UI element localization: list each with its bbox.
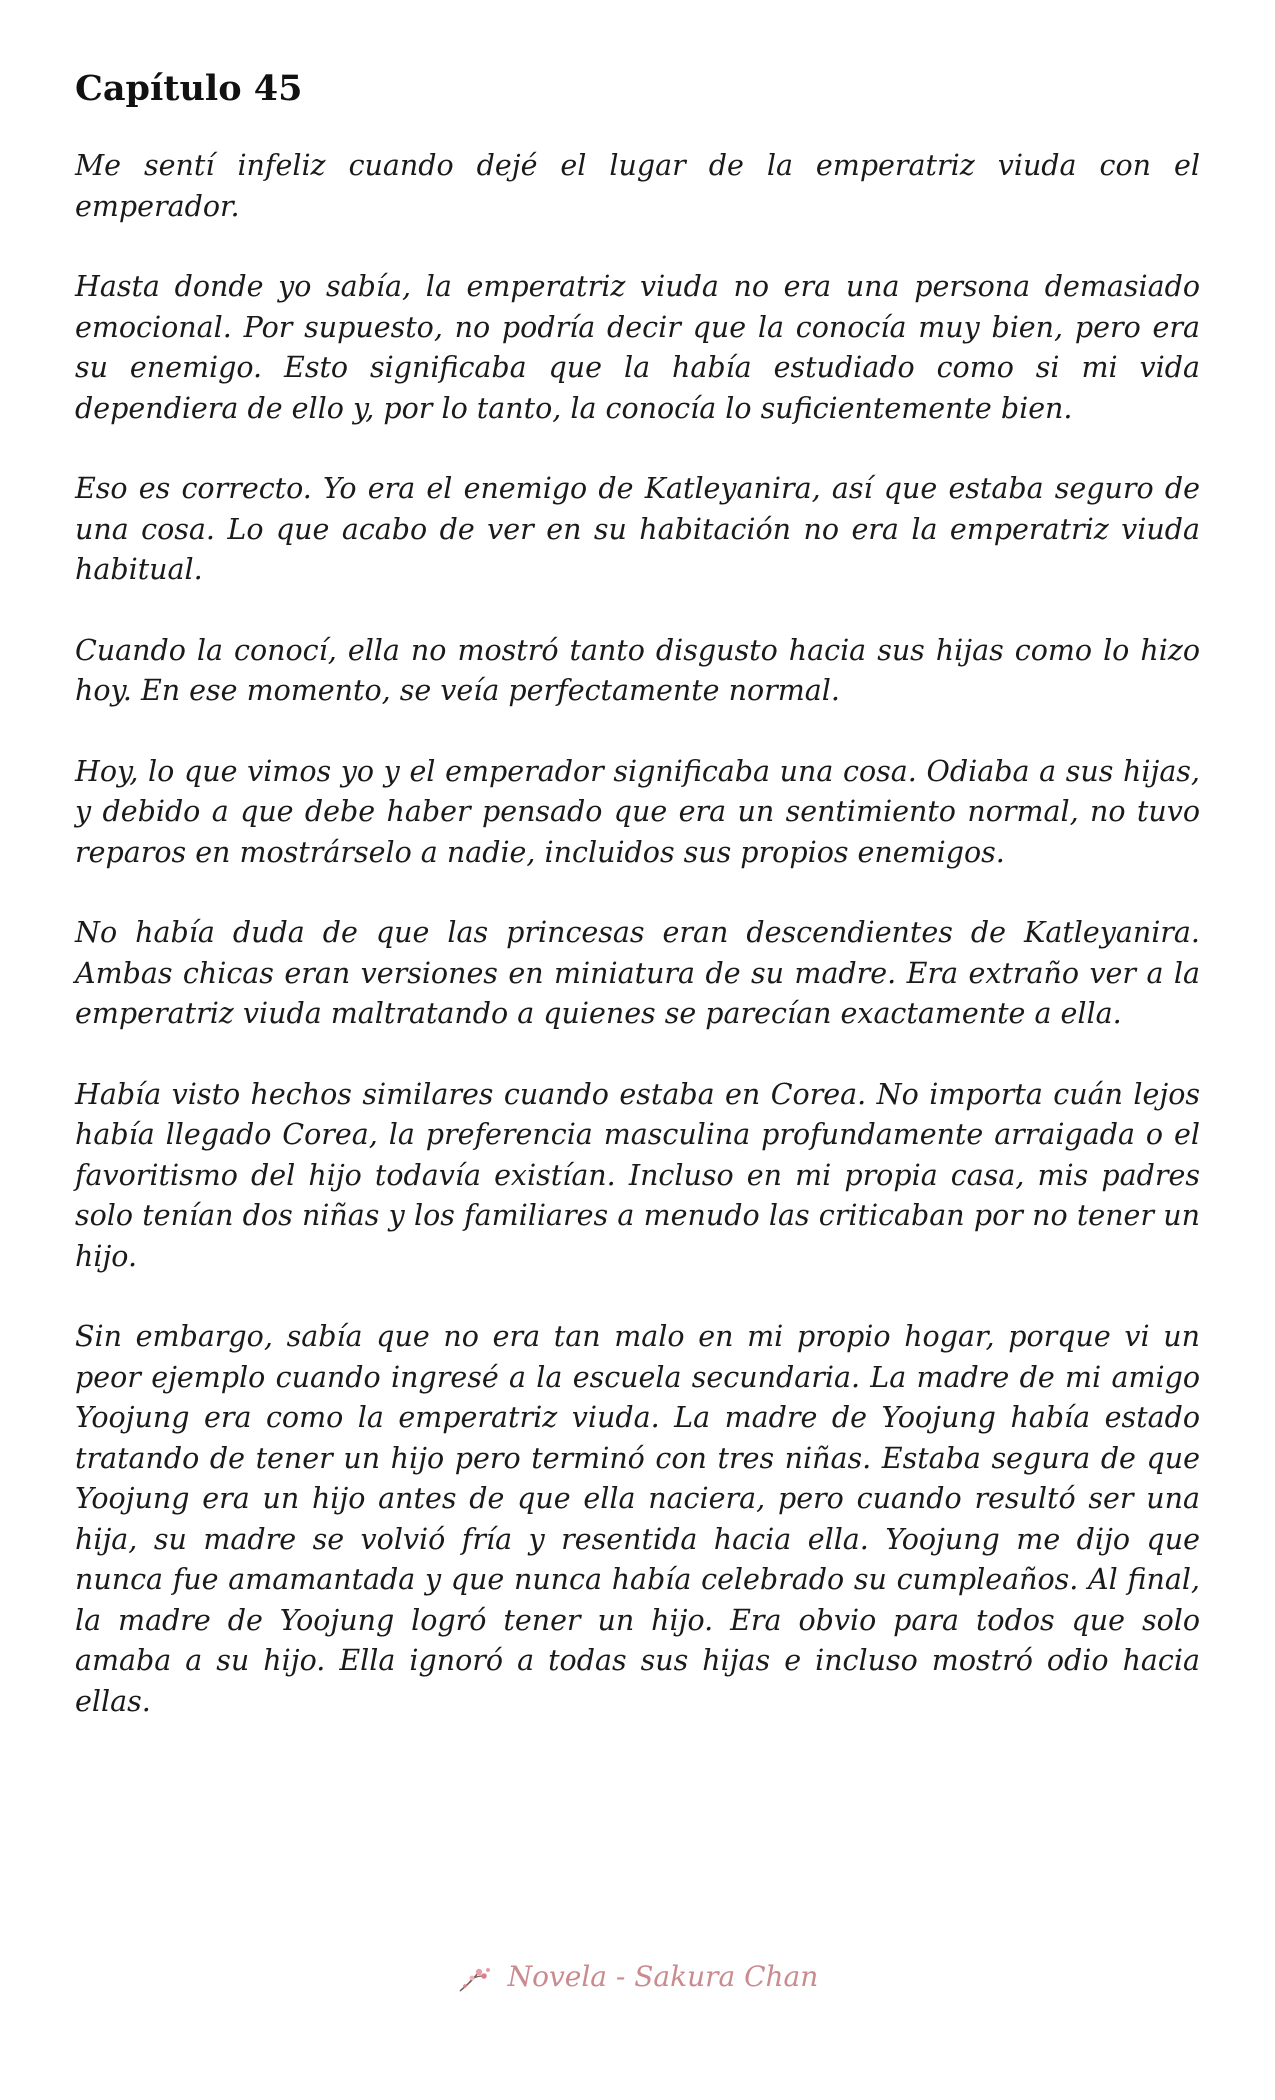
paragraph-6: No había duda de que las princesas eran descendientes de Katleyanira. Ambas chicas eran versiones en miniatura de su madre. Era extraño ver a la emperatriz viuda maltratando a quienes se parecían exactamente a ella.: [75, 916, 1200, 1030]
paragraph-1: Me sentí infeliz cuando dejé el lugar de la emperatriz viuda con el emperador.: [75, 149, 1200, 223]
paragraph-2: Hasta donde yo sabía, la emperatriz viuda no era una persona demasiado emocional. Por supuesto, no podría decir que la conocía muy bien, pero era su enemigo. Esto significaba que la había estudiado como si mi vida dependiera de ello y, por lo tanto, la conocía lo suficientemente bien.: [75, 270, 1200, 425]
watermark: [0, 1960, 1275, 1994]
paragraph-8: Sin embargo, sabía que no era tan malo en mi propio hogar, porque vi un peor ejemplo cuando ingresé a la escuela secundaria. La madre de mi amigo Yoojung era como la emperatriz viuda. La madre de Yoojung había estado tratando de tener un hijo pero terminó con tres niñas. Estaba segura de que Yoojung era un hijo antes de que ella naciera, pero cuando resultó ser una hija, su madre se volvió fría y resentida hacia ella. Yoojung me dijo que nunca fue amamantada y que nunca había celebrado su cumpleaños. Al final, la madre de Yoojung logró tener un hijo. Era obvio para todos que solo amaba a su hijo. Ella ignoró a todas sus hijas e incluso mostró odio hacia ellas.: [75, 1320, 1200, 1718]
paragraph-4: Cuando la conocí, ella no mostró tanto disgusto hacia sus hijas como lo hizo hoy. En ese momento, se veía perfectamente normal.: [75, 633, 1200, 707]
watermark-text: Novela - Sakura Chan: [507, 1960, 819, 1993]
cherry-blossom-icon: [457, 1964, 495, 1994]
chapter-title: Capítulo 45: [75, 68, 303, 109]
paragraph-7: Había visto hechos similares cuando estaba en Corea. No importa cuán lejos había llegado Corea, la preferencia masculina profundamente arraigada o el favoritismo del hijo todavía existían. Incluso en mi propia casa, mis padres solo tenían dos niñas y los familiares a menudo las criticaban por no tener un hijo.: [75, 1077, 1200, 1273]
paragraph-5: Hoy, lo que vimos yo y el emperador significaba una cosa. Odiaba a sus hijas, y debido a que debe haber pensado que era un sentimiento normal, no tuvo reparos en mostrárselo a nadie, incluidos sus propios enemigos.: [75, 754, 1200, 869]
paragraph-3: Eso es correcto. Yo era el enemigo de Katleyanira, así que estaba seguro de una cosa. Lo que acabo de ver en su habitación no era la emperatriz viuda habitual.: [75, 472, 1200, 586]
chapter-page: [75, 68, 1200, 1762]
